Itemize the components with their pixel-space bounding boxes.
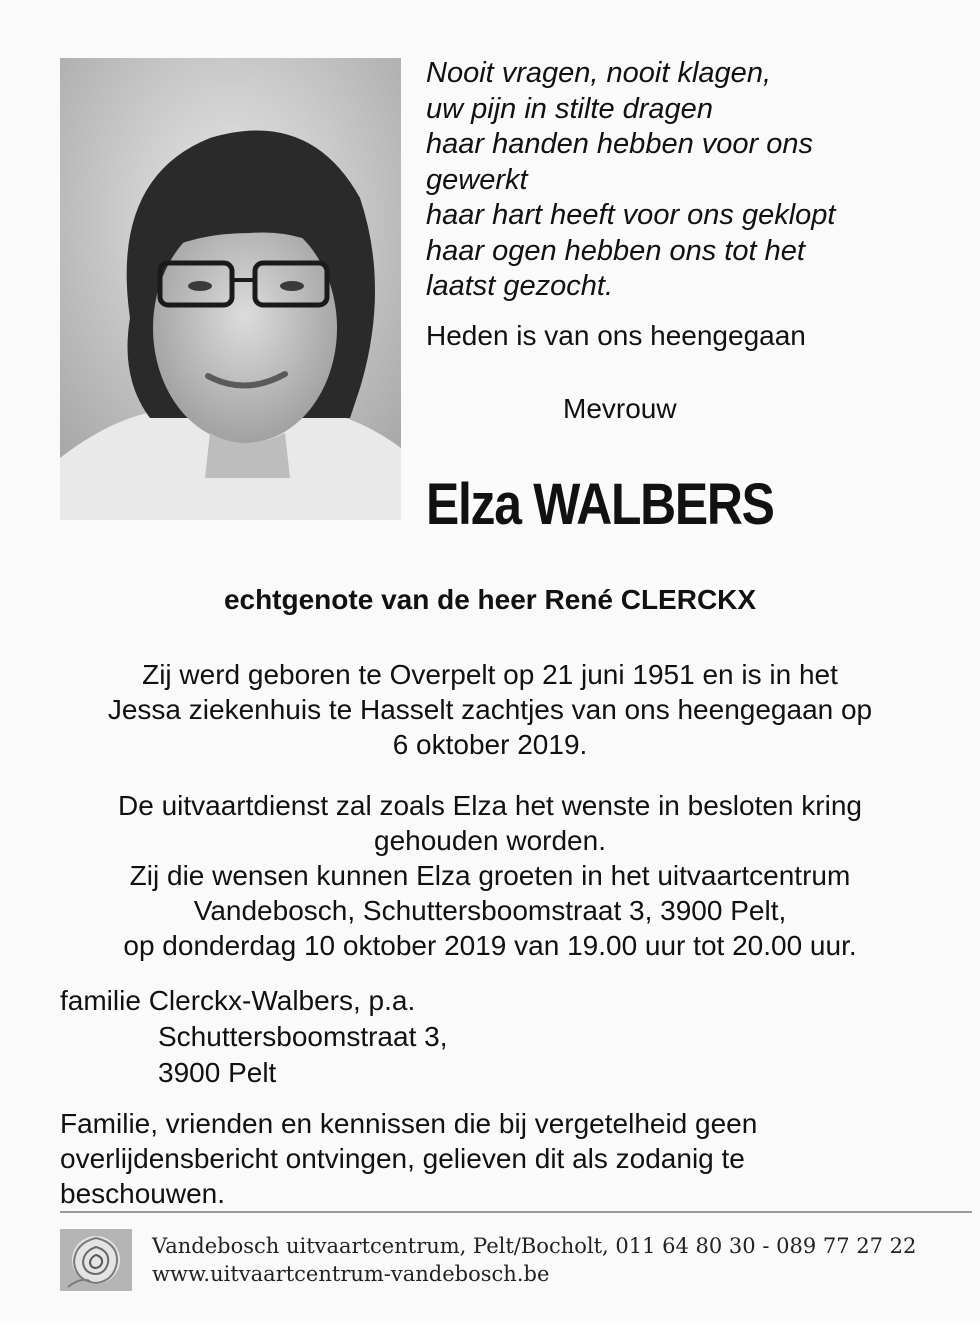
poem-line: gewerkt [426,163,528,196]
poem-line: Nooit vragen, nooit klagen, [426,57,771,89]
funeral-paragraph [0,788,980,963]
address-line: 3900 Pelt [158,1057,277,1088]
text-line: Familie, vrienden en kennissen die bij vergetelheid geen [60,1108,758,1139]
text-line: overlijdensbericht ontvingen, gelieven dit als zodanig te [60,1143,745,1174]
footer-website: www.uitvaartcentrum-vandebosch.be [152,1262,550,1286]
footer-contact: Vandebosch uitvaartcentrum, Pelt/Bocholt, 011 64 80 30 - 089 77 27 22 [152,1234,917,1258]
text-line: De uitvaartdienst zal zoals Elza het wenste in besloten kring [118,790,862,821]
text-line: gehouden worden. [374,825,606,856]
address-line: familie Clerckx-Walbers, p.a. [60,985,416,1016]
poem-line: uw pijn in stilte dragen [426,92,713,125]
text-line: Zij die wensen kunnen Elza groeten in het uitvaartcentrum [129,860,851,891]
text-line: 6 oktober 2019. [392,729,588,760]
poem-line: haar handen hebben voor ons [426,128,813,160]
deceased-name: Elza WALBERS [426,472,774,537]
honorific: Mevrouw [563,393,677,424]
poem-line: haar hart heeft voor ons geklopt [426,199,836,231]
footer-divider [60,1211,972,1213]
address-line: Schuttersboomstraat 3, [158,1021,448,1052]
poem [426,56,946,305]
notice-paragraph [60,1106,757,1211]
family-address [60,983,447,1091]
rose-logo-icon [60,1229,132,1291]
poem-line: laatst gezocht. [426,270,613,302]
funeral-home-footer [152,1232,916,1288]
birth-paragraph [0,657,980,762]
poem-line: haar ogen hebben ons tot het [426,234,805,267]
text-line: Jessa ziekenhuis te Hasselt zachtjes van ons heengegaan op [107,694,873,725]
portrait-photo [60,58,401,520]
text-line: beschouwen. [60,1178,226,1209]
text-line: Zij werd geboren te Overpelt op 21 juni 1951 en is in het [142,659,838,690]
spouse-line: echtgenote van de heer René CLERCKX [223,584,757,615]
text-line: op donderdag 10 oktober 2019 van 19.00 uur tot 20.00 uur. [123,930,857,961]
text-line: Vandebosch, Schuttersboomstraat 3, 3900 Pelt, [193,895,787,926]
intro-text: Heden is van ons heengegaan [426,320,806,351]
